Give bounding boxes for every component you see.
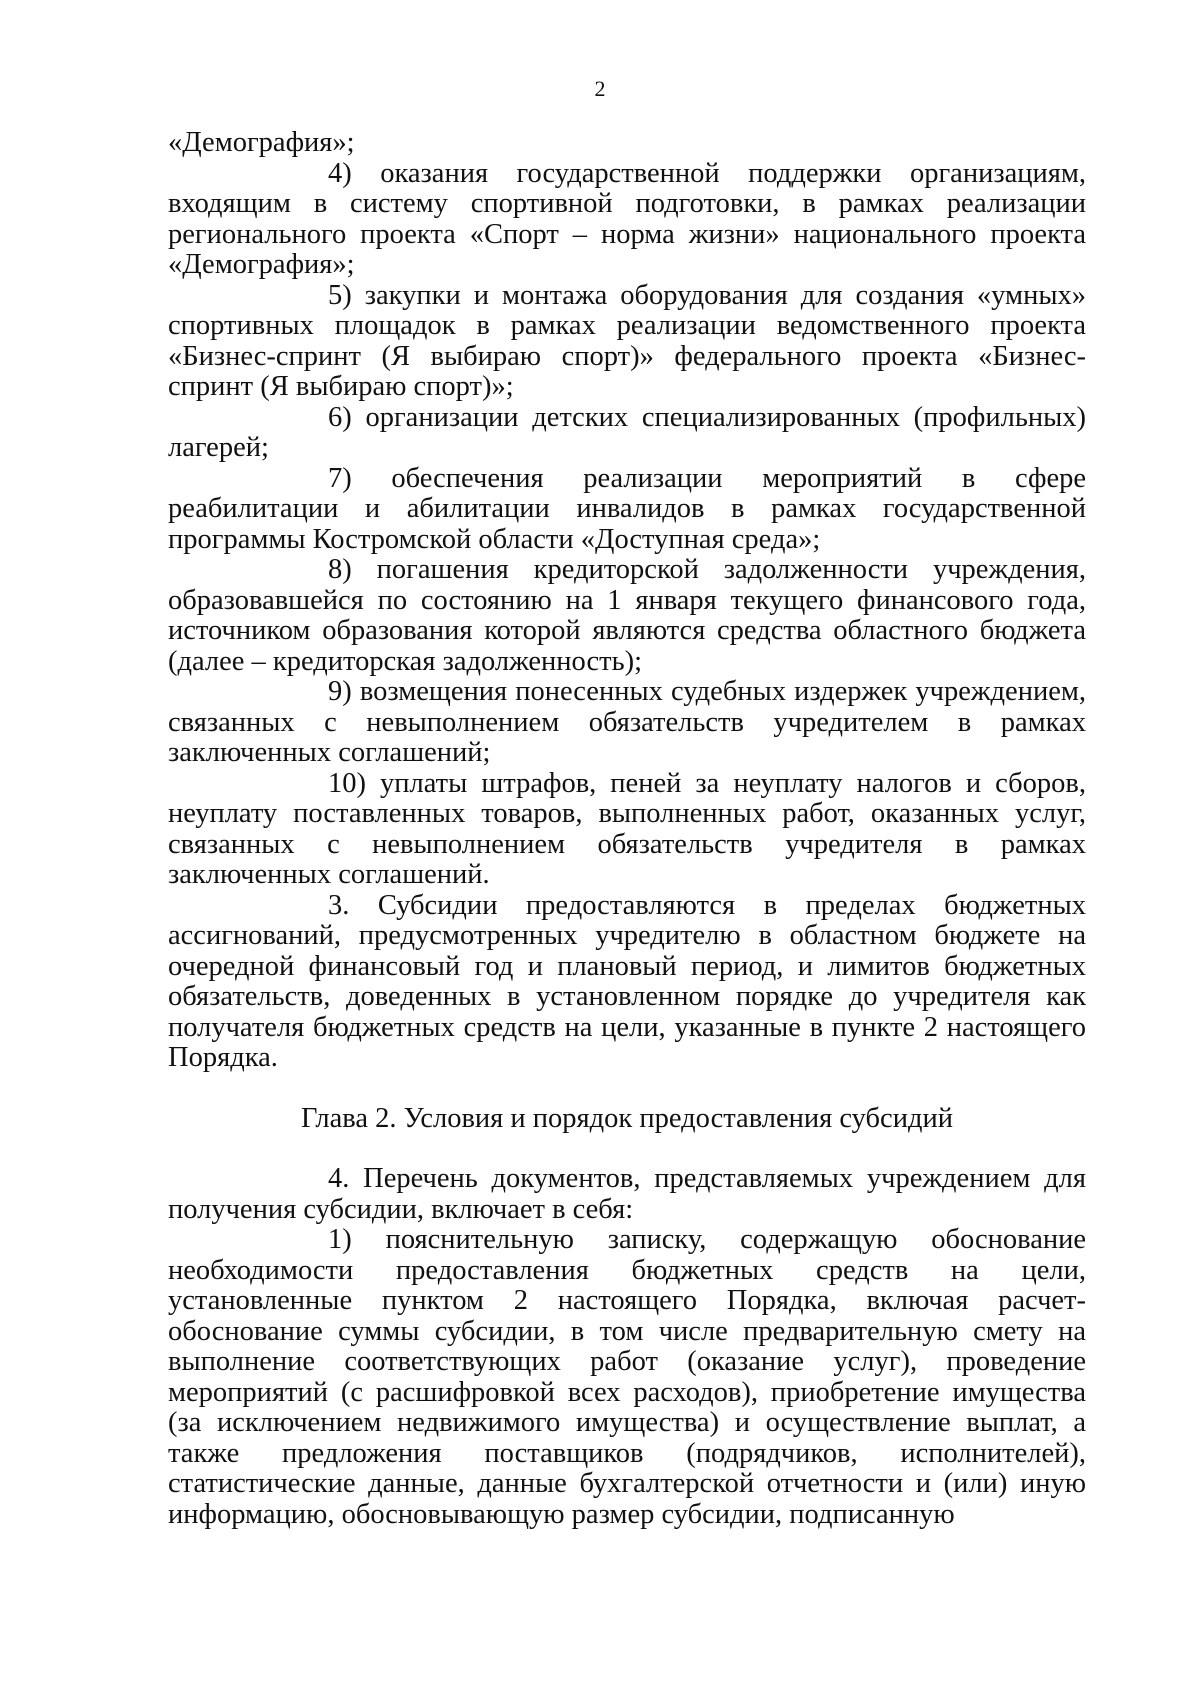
list-item-number: 6) bbox=[328, 401, 352, 433]
sub-item-1 bbox=[168, 1225, 1086, 1530]
list-item-text: уплаты штрафов, пеней за неуплату налогов и сборов, неуплату поставленных товаров, выполненных работ, оказанных услуг, связанных с невыполнением обязательств учредителя в рамках заключенных соглашений. bbox=[168, 767, 1087, 890]
section-text: Субсидии предоставляются в пределах бюджетных ассигнований, предусмотренных учредителю в областном бюджете на очередной финансовый год и плановый период, и лимитов бюджетных обязательств, доведенных в установленном порядке до учредителя как получателя бюджетных средств на цели, указанные в пункте 2 настоящего Порядка. bbox=[168, 889, 1086, 1073]
list-item-10 bbox=[168, 769, 1086, 891]
list-item-5 bbox=[168, 281, 1086, 403]
list-item-number: 5) bbox=[328, 279, 352, 311]
list-item-number: 8) bbox=[328, 554, 352, 585]
list-item-number: 4) bbox=[328, 157, 352, 189]
list-item-8 bbox=[168, 555, 1086, 677]
list-item-number: 9) bbox=[328, 676, 352, 707]
intro-line: «Демография»; bbox=[168, 127, 355, 158]
list-item-text: оказания государственной поддержки организациям, входящим в систему спортивной подготовки, в рамках реализации регионального проекта «Спорт – норма жизни» национального проекта «Демография»; bbox=[168, 157, 1087, 280]
list-item-text: закупки и монтажа оборудования для создания «умных» спортивных площадок в рамках реализации ведомственного проекта «Бизнес-спринт (Я выбираю спорт)» федерального проекта «Бизнес-спринт (Я выбираю спорт)»; bbox=[168, 279, 1086, 402]
list-item-number: 1) bbox=[328, 1224, 352, 1255]
list-item-4 bbox=[168, 159, 1086, 281]
list-item-7 bbox=[168, 464, 1086, 556]
list-item-9 bbox=[168, 677, 1086, 769]
list-item-text: обеспечения реализации мероприятий в сфере реабилитации и абилитации инвалидов в рамках государственной программы Костромской области «Доступная среда»; bbox=[168, 462, 1087, 555]
list-item-text: погашения кредиторской задолженности учреждения, образовавшейся по состоянию на 1 января текущего финансового года, источником образования которой являются средства областного бюджета (далее – кредиторская задолженность); bbox=[168, 554, 1087, 677]
list-item-text: возмещения понесенных судебных издержек учреждением, связанных с невыполнением обязательств учредителем в рамках заключенных соглашений; bbox=[168, 676, 1087, 768]
section-text: Перечень документов, представляемых учреждением для получения субсидии, включает в себя: bbox=[168, 1163, 1086, 1225]
list-item-text: пояснительную записку, содержащую обоснование необходимости предоставления бюджетных средств на цели, установленные пунктом 2 настоящего Порядка, включая расчет-обоснование суммы субсидии, в том числе предварительную смету на выполнение соответствующих работ (оказание услуг), проведение мероприятий (с расшифровкой всех расходов), приобретение имущества (за исключением недвижимого имущества) и осуществление выплат, а также предложения поставщиков (подрядчиков, исполнителей), статистические данные, данные бухгалтерской отчетности и (или) иную информацию, обосновывающую размер субсидии, подписанную bbox=[168, 1224, 1087, 1530]
section-number: 3. bbox=[328, 889, 350, 921]
section-4 bbox=[168, 1164, 1086, 1225]
list-item-text: организации детских специализированных (профильных) лагерей; bbox=[168, 401, 1087, 463]
section-3 bbox=[168, 891, 1086, 1074]
list-item-6 bbox=[168, 403, 1086, 464]
list-item-number: 7) bbox=[328, 462, 352, 494]
chapter-heading: Глава 2. Условия и порядок предоставления субсидий bbox=[301, 1102, 953, 1134]
list-item-number: 10) bbox=[328, 767, 366, 799]
section-number: 4. bbox=[328, 1163, 350, 1194]
page-number: 2 bbox=[594, 76, 606, 101]
document-body bbox=[168, 128, 1086, 1530]
